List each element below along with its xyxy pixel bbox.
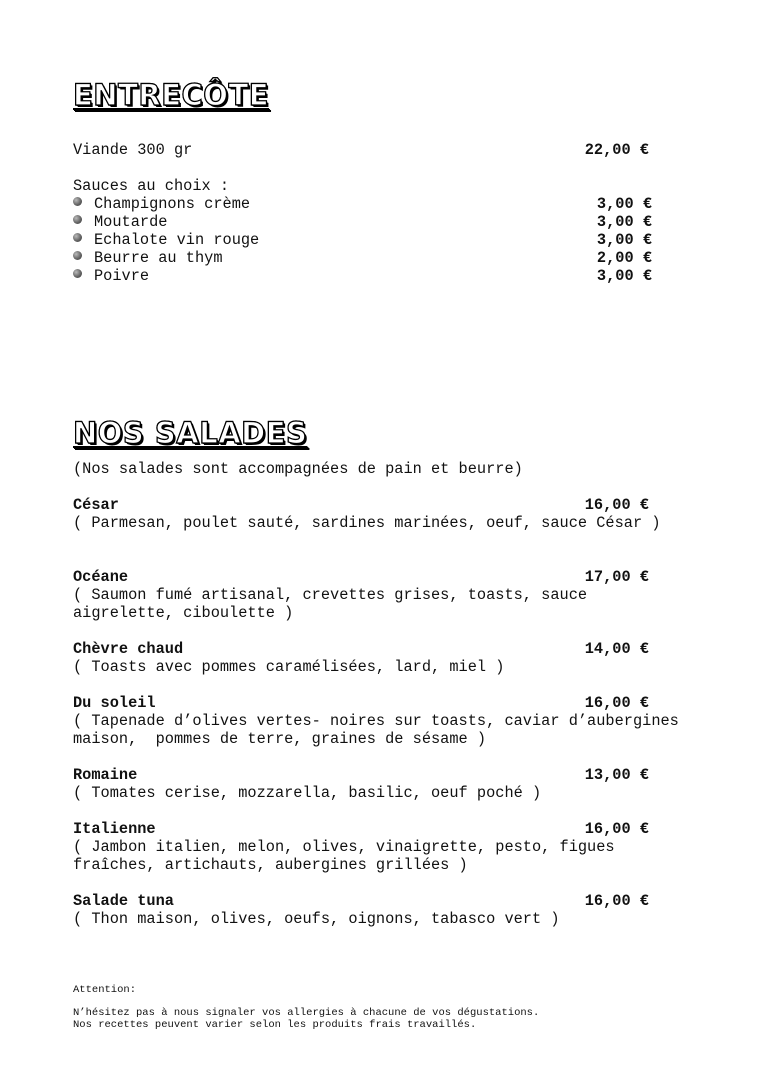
viande-label: Viande 300 gr: [73, 141, 193, 159]
salade-price: 16,00 €: [584, 892, 649, 910]
salade-description: ( Tapenade d’olives vertes- noires sur toasts, caviar d’aubergines: [73, 712, 679, 730]
salade-description: ( Parmesan, poulet sauté, sardines marinées, oeuf, sauce César ): [73, 514, 661, 532]
sauce-name: Champignons crème: [94, 195, 251, 213]
sauce-price: 3,00 €: [596, 267, 652, 285]
salade-name: Salade tuna: [73, 892, 174, 910]
salade-description: maison, pommes de terre, graines de sésame ): [73, 730, 487, 748]
salade-name: Océane: [73, 568, 129, 586]
sauce-name: Moutarde: [94, 213, 168, 231]
salade-price: 16,00 €: [584, 496, 649, 514]
salade-price: 17,00 €: [584, 568, 649, 586]
salade-description: ( Thon maison, olives, oeufs, oignons, tabasco vert ): [73, 910, 560, 928]
sauce-name: Poivre: [94, 267, 150, 285]
allergy-note: N’hésitez pas à nous signaler vos allergies à chacune de vos dégustations.: [73, 1007, 540, 1019]
sauce-price: 3,00 €: [596, 213, 652, 231]
sauce-name: Beurre au thym: [94, 249, 223, 267]
salade-price: 16,00 €: [584, 694, 649, 712]
bullet-icon: [73, 215, 82, 224]
salade-description: ( Toasts avec pommes caramélisées, lard, miel ): [73, 658, 505, 676]
salades-title: NOS SALADES: [73, 416, 308, 450]
salade-price: 13,00 €: [584, 766, 649, 784]
sauce-name: Echalote vin rouge: [94, 231, 260, 249]
salade-price: 14,00 €: [584, 640, 649, 658]
attention-label: Attention:: [73, 984, 137, 996]
salade-description: fraîches, artichauts, aubergines grillées ): [73, 856, 468, 874]
entrecote-title: ENTRECÔTE: [73, 78, 270, 112]
salade-name: Chèvre chaud: [73, 640, 184, 658]
salade-description: ( Saumon fumé artisanal, crevettes grises, toasts, sauce: [73, 586, 588, 604]
salade-description: aigrelette, ciboulette ): [73, 604, 294, 622]
salade-price: 16,00 €: [584, 820, 649, 838]
bullet-icon: [73, 197, 82, 206]
viande-price: 22,00 €: [584, 141, 649, 159]
bullet-icon: [73, 233, 82, 242]
sauce-price: 3,00 €: [596, 231, 652, 249]
bullet-icon: [73, 251, 82, 260]
sauces-intro: Sauces au choix :: [73, 177, 230, 195]
recipes-note: Nos recettes peuvent varier selon les produits frais travaillés.: [73, 1019, 477, 1031]
salade-name: Italienne: [73, 820, 156, 838]
salades-subtitle: (Nos salades sont accompagnées de pain et beurre): [73, 460, 523, 478]
salade-description: ( Tomates cerise, mozzarella, basilic, oeuf poché ): [73, 784, 542, 802]
sauce-price: 3,00 €: [596, 195, 652, 213]
sauce-price: 2,00 €: [596, 249, 652, 267]
salade-name: César: [73, 496, 119, 514]
bullet-icon: [73, 269, 82, 278]
salade-name: Romaine: [73, 766, 138, 784]
salade-name: Du soleil: [73, 694, 156, 712]
salade-description: ( Jambon italien, melon, olives, vinaigrette, pesto, figues: [73, 838, 615, 856]
